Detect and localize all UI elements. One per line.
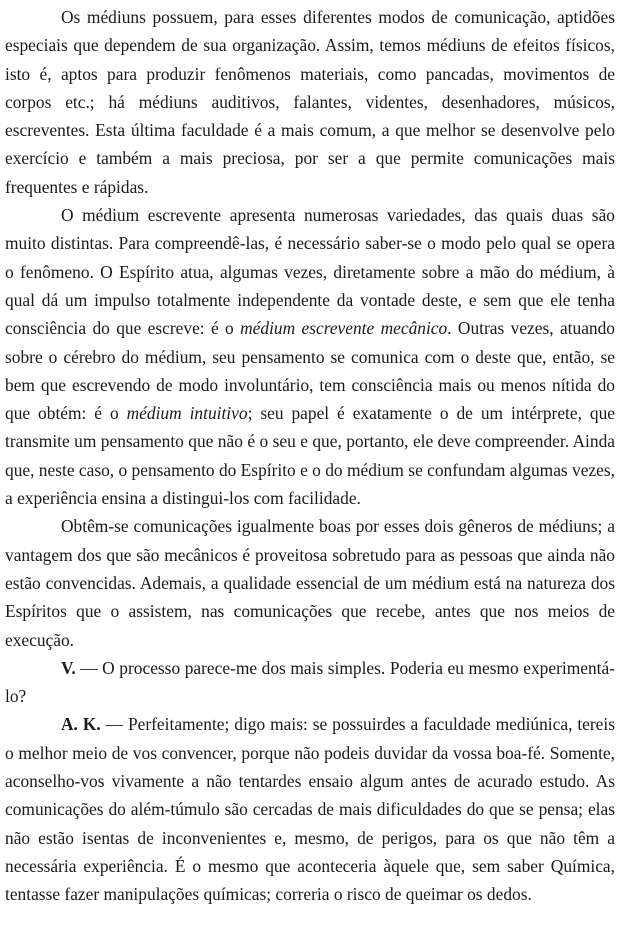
speaker-label-v: V. xyxy=(61,657,76,678)
text-run: . Outras vezes, atuando sobre o cérebro do médium, seu pensamento se comunica com o deste que, então, se bem que escrevendo de modo involuntário, tem consciência mais ou menos nítida do que obtém: é o xyxy=(5,318,615,424)
document-page xyxy=(5,3,615,909)
text-run: ; seu papel é exatamente o de um intérprete, que transmite um pensamento que não é o seu e que, portanto, ele deve compreender. Ainda que, neste caso, o pensamento do Espírito e o do médium se confundam algumas vezes, a experiência ensina a distingui-los com facilidade. xyxy=(5,403,616,509)
italic-term-mecanico: médium escrevente mecânico xyxy=(240,318,448,339)
text-run: — O processo parece-me dos mais simples. Poderia eu mesmo experimentá-lo? xyxy=(5,657,615,707)
text-run: O médium escrevente apresenta numerosas variedades, das quais duas são muito distintas. Para compreendê-las, é necessário saber-se o modo pelo qual se opera o fenômeno. O Espírito atua, algumas vezes, diretamente sobre a mão do médium, à qual dá um impulso totalmente independente da vontade deste, e sem que ele tenha consciência do que escreve: é o xyxy=(5,205,615,339)
paragraph-comunicacoes-boas xyxy=(5,512,615,653)
text-run: Obtêm-se comunicações igualmente boas por esses dois gêneros de médiuns; a vantagem dos que são mecânicos é proveitosa sobretudo para as pessoas que ainda não estão convencidas. Ademais, a qualidade essencial de um médium está na natureza dos Espíritos que o assistem, nas comunicações que recebe, antes que nos meios de execução. xyxy=(5,516,615,650)
text-run: Os médiuns possuem, para esses diferentes modos de comunicação, aptidões especiais que dependem de sua organização. Assim, temos médiuns de efeitos físicos, isto é, aptos para produzir fenômenos materiais, como pancadas, movimentos de corpos etc.; há médiuns auditivos, falantes, videntes, desenhadores, músicos, escreventes. Esta última faculdade é a mais comum, a que melhor se desenvolve pelo exercício e também a mais preciosa, por ser a que permite comunicações mais frequentes e rápidas. xyxy=(5,7,615,197)
paragraph-dialogue-v xyxy=(5,654,615,711)
speaker-label-ak: A. K. xyxy=(61,714,101,735)
italic-term-intuitivo: médium intuitivo xyxy=(126,403,248,424)
paragraph-dialogue-ak xyxy=(5,710,615,908)
paragraph-mediuns-aptidoes xyxy=(5,3,615,201)
paragraph-medium-escrevente xyxy=(5,201,615,512)
text-run: — Perfeitamente; digo mais: se possuirdes a faculdade mediúnica, tereis o melhor meio de vos convencer, porque não podeis duvidar da vossa boa-fé. Somente, aconselho-vos vivamente a não tentardes ensaio algum antes de acurado estudo. As comunicações do além-túmulo são cercadas de mais dificuldades do que se pensa; elas não estão isentas de inconvenientes e, mesmo, de perigos, para os que não têm a necessária experiência. É o mesmo que aconteceria àquele que, sem saber Química, tentasse fazer manipulações químicas; correria o risco de queimar os dedos. xyxy=(5,714,616,905)
